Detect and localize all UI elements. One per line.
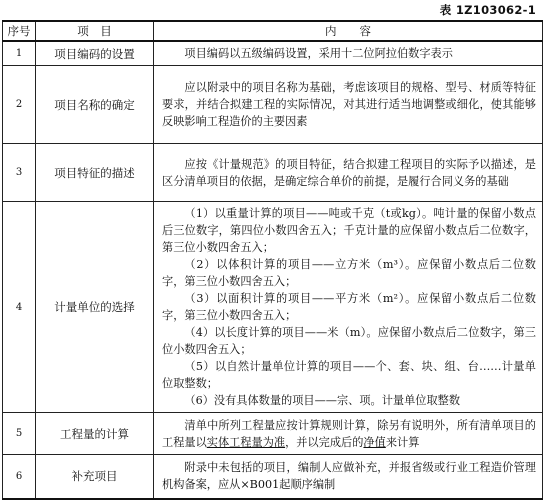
row-item: 项目名称的确定	[36, 66, 154, 144]
row-content	[154, 144, 543, 202]
unit-rule-5: （5）以自然计量单位计算的项目——个、套、块、组、台……计量单位取整数；	[162, 360, 536, 390]
content-text: 附录中未包括的项目，编制人应做补充，并报省级或行业工程造价管理机构备案，应从×B001起顺序编制	[162, 461, 536, 492]
row-item: 项目编码的设置	[36, 41, 154, 66]
content-text: 项目编码以五级编码设置，采用十二位阿拉伯数字表示	[184, 47, 453, 60]
header-row	[3, 21, 543, 41]
table-row	[3, 144, 543, 202]
bill-of-quantities-table	[2, 20, 543, 500]
content-text: 应以附录中的项目名称为基础，考虑该项目的规格、型号、材质等特征要求，并结合拟建工程的实际情况，对其进行适当地调整或细化，使其能够反映影响工程造价的主要因素	[162, 81, 536, 128]
row-item: 补充项目	[36, 455, 154, 499]
table-label: 表 1Z103062-1	[439, 3, 536, 17]
header-item: 项 目	[36, 21, 154, 41]
content-text: 应按《计量规范》的项目特征，结合拟建工程项目的实际予以描述，是区分清单项目的依据，是确定综合单价的前提，是履行合同义务的基础	[162, 157, 536, 188]
content-text	[162, 417, 536, 451]
row-content	[154, 41, 543, 66]
table-row	[3, 413, 543, 455]
row-item: 计量单位的选择	[36, 202, 154, 413]
underlined-term: 净值	[363, 435, 386, 449]
row-content	[154, 66, 543, 144]
row-item: 工程量的计算	[36, 413, 154, 455]
unit-rule-6: （6）没有具体数量的项目——宗、项。计量单位取整数	[184, 394, 461, 407]
header-content: 内 容	[154, 21, 543, 41]
row-index: 2	[3, 66, 36, 144]
underlined-term: 实体工程量为准	[206, 435, 286, 449]
table-row	[3, 202, 543, 413]
unit-rule-1: （1）以重量计算的项目——吨或千克（t或kg）。吨计量的保留小数点后三位数字，第四位小数四舍五入；千克计量的应保留小数点后二位数字，第三位小数四舍五入；	[162, 207, 536, 254]
row-index: 6	[3, 455, 36, 499]
table-row	[3, 41, 543, 66]
unit-rule-2: （2）以体积计算的项目——立方米（m³）。应保留小数点后二位数字，第三位小数四舍五入；	[162, 258, 536, 288]
unit-rule-4: （4）以长度计算的项目——米（m）。应保留小数点后二位数字，第三位小数四舍五入；	[162, 326, 536, 356]
row-index: 1	[3, 41, 36, 66]
row-item: 项目特征的描述	[36, 144, 154, 202]
table-row	[3, 66, 543, 144]
row-index: 4	[3, 202, 36, 413]
content-part: 清单中所列工程量应按计算规则计算，除另有说明外，所有清单项目的工程量以	[162, 418, 536, 449]
content-part: ，并以完成后的	[285, 435, 364, 449]
unit-rule-3: （3）以面积计算的项目——平方米（m²）。应保留小数点后二位数字，第三位小数四舍五入；	[162, 292, 536, 322]
row-content	[154, 202, 543, 413]
row-content	[154, 413, 543, 455]
row-index: 3	[3, 144, 36, 202]
header-index: 序号	[3, 21, 36, 41]
row-index: 5	[3, 413, 36, 455]
content-part: 来计算	[385, 435, 420, 449]
